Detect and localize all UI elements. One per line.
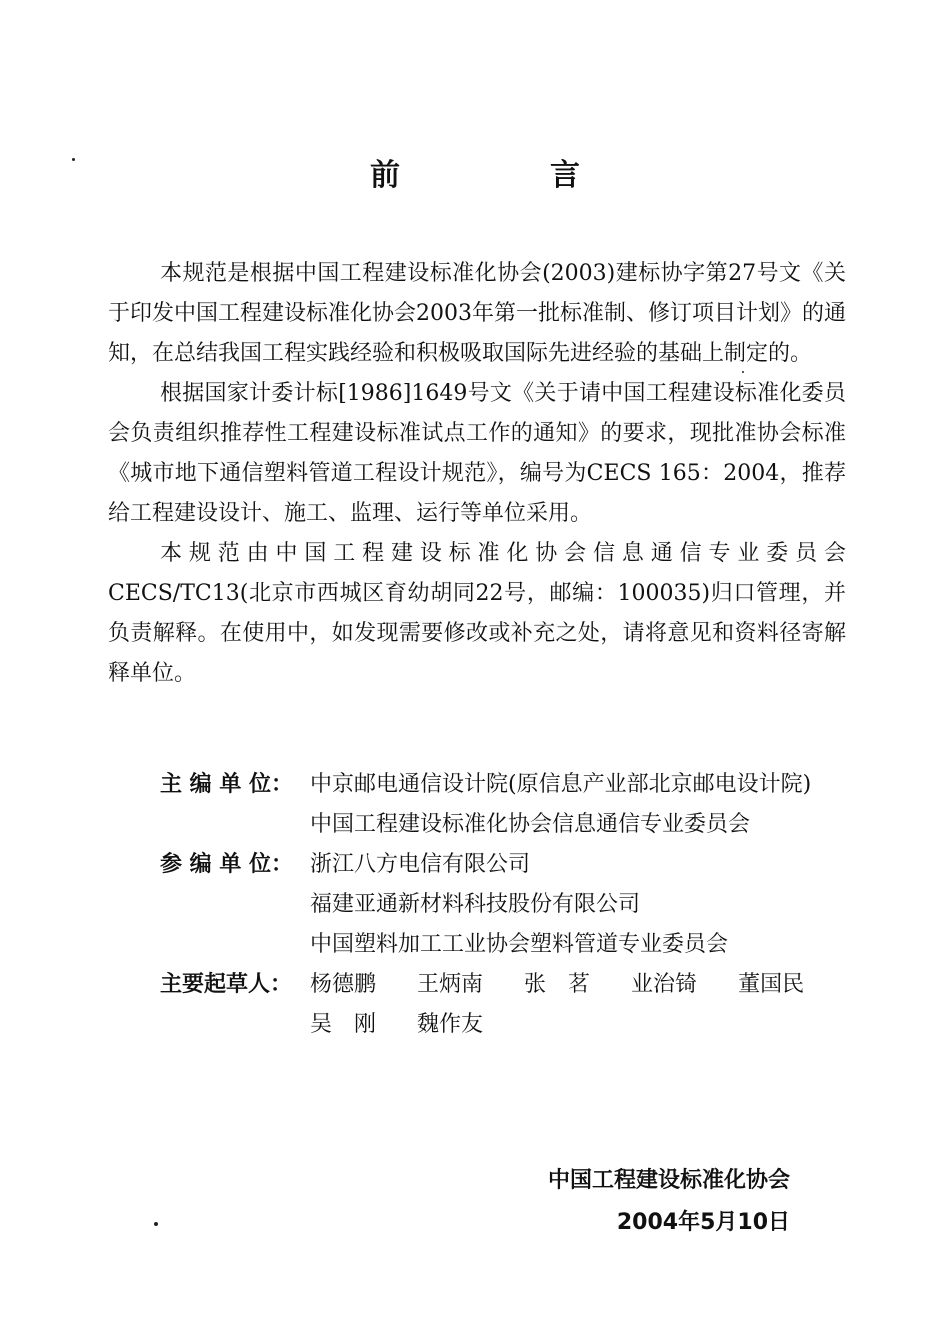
editor-units-row [160,765,850,845]
participating-units-list [310,845,850,965]
signoff-organization: 中国工程建设标准化协会 [547,1168,790,1193]
drafters-line-2 [310,1005,850,1045]
page-title: 前 言 [370,158,640,193]
drafters-list [310,965,850,1045]
drafter-name: 张 茗 [524,972,591,997]
paragraph-3: 本规范由中国工程建设标准化协会信息通信专业委员会CECS/TC13(北京市西城区育幼胡同22号，邮编：100035)归口管理，并负责解释。在使用中，如发现需要修改或补充之处，请将意见和资料径寄解释单位。 [108,541,846,686]
drafters-row [160,965,850,1045]
drafters-label: 主要起草人： [160,972,293,997]
participating-unit-1: 浙江八方电信有限公司 [310,852,531,877]
scan-speck [742,371,744,373]
participating-units-label: 参 编 单 位： [160,852,293,877]
signoff-date: 2004年5月10日 [616,1210,790,1235]
signoff-block [548,1160,790,1244]
drafter-name: 杨德鹏 [310,972,377,997]
editor-unit-2: 中国工程建设标准化协会信息通信专业委员会 [310,812,751,837]
paragraph-1: 本规范是根据中国工程建设标准化协会(2003)建标协字第27号文《关于印发中国工程建设标准化协会2003年第一批标准制、修订项目计划》的通知，在总结我国工程实践经验和积极吸取国际先进经验的基础上制定的。 [108,261,846,366]
editor-units-list [310,765,850,845]
paragraph-2: 根据国家计委计标[1986]1649号文《关于请中国工程建设标准化委员会负责组织推荐性工程建设标准试点工作的通知》的要求，现批准协会标准《城市地下通信塑料管道工程设计规范》，编号为CECS 165：2004，推荐给工程建设设计、施工、监理、运行等单位采用。 [108,381,846,526]
participating-unit-2: 福建亚通新材料科技股份有限公司 [310,892,641,917]
drafter-name: 业治锜 [631,972,698,997]
drafters-line-1 [310,965,850,1005]
participating-units-row [160,845,850,965]
drafter-name: 吴 刚 [310,1012,377,1037]
editor-unit-1: 中京邮电通信设计院(原信息产业部北京邮电设计院) [310,772,812,797]
drafter-name: 王炳南 [417,972,484,997]
scan-speck [154,1222,158,1226]
drafter-name: 魏作友 [417,1012,484,1037]
drafter-name: 董国民 [738,972,805,997]
preface-body [108,254,846,694]
editor-units-label: 主 编 单 位： [160,772,293,797]
scan-speck [72,158,75,161]
units-section [160,765,850,1045]
participating-unit-3: 中国塑料加工工业协会塑料管道专业委员会 [310,932,729,957]
